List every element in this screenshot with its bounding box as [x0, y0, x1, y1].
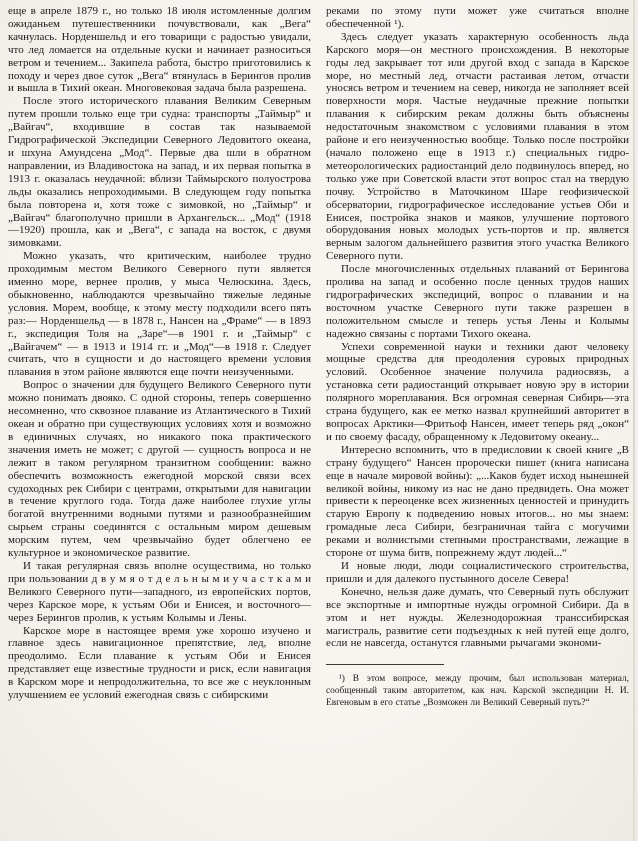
paragraph: Здесь следует указать характерную особенность льда Карского моря—он местного происхождения. В некоторые годы лед закрывает тот или другой вход с запада в Карское море, но местный лед, отчасти растаивая летом, отчасти уносясь ветром и течением на север, никогда не заполняет всей поверхности моря. Частые неудачные прежние попытки плавания к сибирским рекам должны быть объяснены недостаточным знакомством с условиями плавания в этом районе и его неизученностью вообще. Только после постройки (начало положено еще в 1913 г.) специальных гидро-метеорологических радиостанций дело подвинулось вперед, но только уже при Советской власти этот вопрос стал на твердую почву. Устройство в Маточкином Шаре геофизической обсерватории, гидрографическое исследование устьев Оби и Енисея, постройка знаков и маяков, улучшение портового оборудования новых молодых усть-портов и пр. является верным залогом дальнейшего развития этого участка Великого Северного пути. [326, 30, 629, 263]
paragraph: Вопрос о значении для будущего Великого Северного пути можно понимать двояко. С одной стороны, теперь совершенно несомненно, что сквозное плавание из Атлантического в Тихий океан и обратно при существующих условиях хотя и возможно в единичных случаях, но никакого пока практического значения иметь не может; с другой — сущность вопроса и не лежит в таком регулярном транзитном сообщении: важно обеспечить возможность ежегодной морской связи всех судоходных рек Сибири с центрами, открытыми для навигации в течение круглого года. Тогда даже наиболее глухие углы богатой внутренними водными путями и разнообразнейшим сырьем страны соединятся с остальным миром дешевым морским путем, чем чрезвычайно будет облегчено ее культурное и экономическое развитие. [8, 379, 311, 560]
paragraph: Карское море в настоящее время уже хорошо изучено и главное здесь навигационное препятствие, лед, вполне преодолимо. Если плавание к устьям Оби и Енисея представляет еще известные трудности и риск, если навигация в Карском море и непродолжительна, то все же с неуклонным улучшением ее условий ежегодная связь с сибирскими [8, 624, 311, 702]
paragraph: реками по этому пути может уже считаться вполне обеспеченной ¹). [326, 5, 629, 30]
two-column-layout [8, 5, 630, 837]
footnote-divider [326, 664, 444, 665]
paragraph: И новые люди, люди социалистического строительства, пришли и для далекого пустынного доселе Севера! [326, 559, 629, 585]
right-column-body [326, 5, 629, 650]
paragraph: Можно указать, что критическим, наиболее трудно проходимым местом Великого Северного пути является именно море, вернее пролив, у мыса Челюскина. Здесь, обыкновенно, наблюдаются чрезвычайно тяжелые ледяные условия. Морем, вообще, к этому месту подходили всего пять раз:— Норденшельд — в 1878 г., Нансен на „Фраме“ — в 1893 г., экспедиция Толя на „Заре“—в 1901 г. и „Таймыр“ с „Вайгачем“ — в 1913 и 1914 гг. и „Мод“—в 1918 г. Следует считать, что в сущности и до настоящего времени условия плавания в этом районе являются еще почти неизученными. [8, 250, 311, 379]
footnote-text: ¹) В этом вопросе, между прочим, был использован материал, сообщенный таким авторитетом, как нач. Карской экспедиции Н. И. Евгеновым в его статье „Возможен ли Великий Северный путь?“ [326, 674, 629, 708]
paragraph: еще в апреле 1879 г., но только 18 июля истомленные долгим ожиданьем путешественники почувствовали, как „Вега“ качнулась. Норденшельд и его товарищи с радостью увидали, что лед ломается на отдельные куски и начинает разноситься ветром и течением... Закипела работа, быстро приготовились к походу и через двое суток „Вега“ втянулась в Берингов пролив и вышла в Тихий океан. Многовековая задача была разрешена. [8, 5, 311, 95]
right-text-column [326, 5, 629, 837]
paragraph: После этого исторического плавания Великим Северным путем прошли только еще три судна: транспорты „Таймыр“ и „Вайгач“, входившие в состав так называемой Гидрографической Экспедиции Северного Ледовитого океана, и шхуна Амундсена „Мод“. Первые два шли в обратном направлении, из Владивостока на запад, и их первая попытка в 1913 г. оказалась неудачной: вблизи Таймырского полуострова льды оказались непроходимыми. В следующем году попытка была повторена и, хотя тоже с зимовкой, но „Таймыр“ и „Вайгач“ благополучно пришли в Архангельск... „Мод“ (1918—1920) прошла, как и „Вега“, с запада на восток, с двумя зимовками. [8, 95, 311, 250]
paragraph: Интересно вспомнить, что в предисловии к своей книге „В страну будущего“ Нансен пророчески пишет (книга написана еще в начале мировой войны): „...Каков будет исход нынешней великой войны, никому из нас не дано предвидеть. Она может привести к переоценке всех жизненных ценностей и принудить старую Европу к подведению новых итогов... но мы знаем: громадные леса Сибири, безграничная тайга с могучими реками и волнистыми степными пространствами, лежащие в стороне от шума битв, попрежнему ждут людей...“ [326, 443, 629, 560]
paragraph: Успехи современной науки и техники дают человеку мощные средства для преодоления суровых природных условий. Особенное значение получила радиосвязь, а установка сети радиостанций открывает новую эру в истории полярного мореплавания. Вся огромная северная Сибирь—эта страна будущего, как ее метко назвал крупнейший авторитет в вопросах Арктики—Фритьоф Нансен, имеет теперь ряд „окон“ и по своему фасаду, обращенному к Ледовитому океану... [326, 340, 629, 443]
paragraph: Конечно, нельзя даже думать, что Северный путь обслужит все экспортные и импортные нужды огромной Сибири. Да в этом и нет нужды. Железнодорожная транссибирская магистраль, развитие сети подъездных к ней путей еще долго, если не навсегда, останутся главными рычагами экономи- [326, 585, 629, 650]
paragraph: И такая регулярная связь вполне осуществима, но только при пользовании д в у м я о т д е л ь н ы м и у ч а с т к а м и Великого Северного пути—западного, из европейских портов, через Карское море, к устьям Оби и Енисея, и восточного—через Берингов пролив, к устьям Колымы и Лены. [8, 559, 311, 624]
paragraph: После многочисленных отдельных плаваний от Берингова пролива на запад и особенно после ценных трудов наших гидрографических экспедиций, вопрос о плавании и на восточном участке Северного пути также разрешен в положительном смысле и теперь устья Лены и Колымы надежно связаны с портами Тихого океана. [326, 263, 629, 340]
left-text-column [8, 5, 311, 837]
